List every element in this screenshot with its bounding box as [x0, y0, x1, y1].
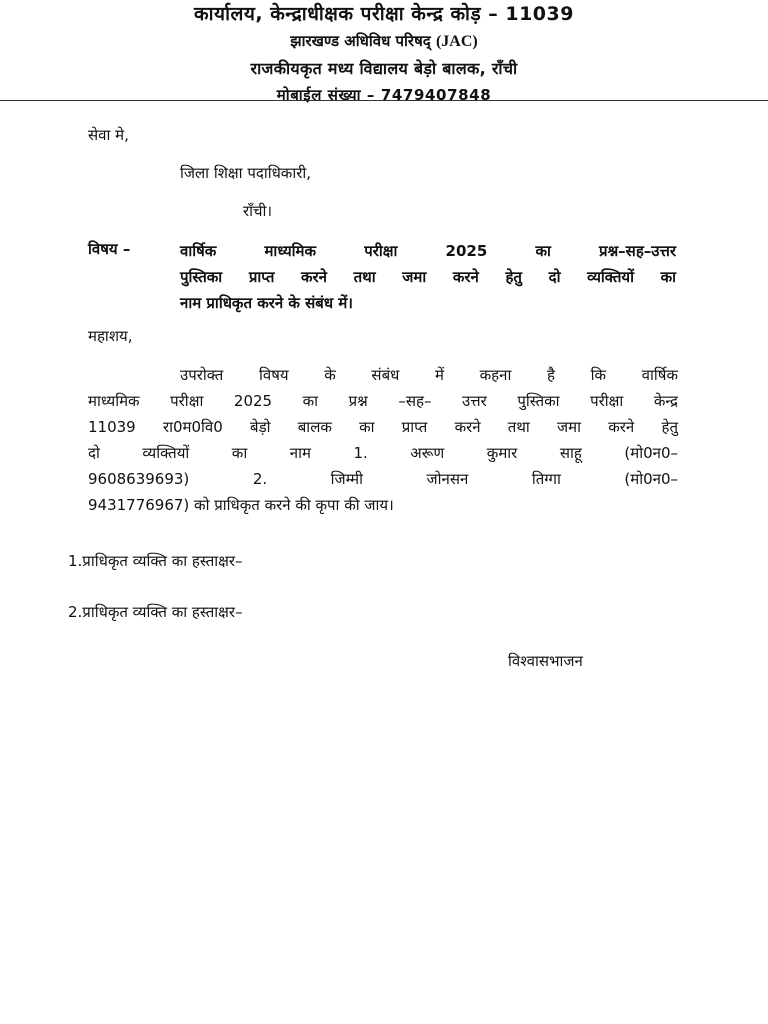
body-line: माध्यमिक परीक्षा 2025 का प्रश्न –सह– उत्तर पुस्तिका परीक्षा केन्द्र: [88, 392, 678, 410]
signature-line-2: 2.प्राधिकृत व्यक्ति का हस्ताक्षर–: [68, 603, 243, 621]
body-paragraph: [88, 362, 678, 518]
body-line: 9431776967) को प्राधिकृत करने की कृपा की जाय।: [88, 496, 394, 514]
recipient-designation: जिला शिक्षा पदाधिकारी,: [180, 164, 312, 182]
board-line: [0, 28, 768, 55]
subject-line: पुस्तिका प्राप्त करने तथा जमा करने हेतु दो व्यक्तियों का: [180, 268, 676, 286]
board-abbr: (JAC): [435, 33, 478, 50]
header-divider: [0, 100, 768, 101]
salutation-to: सेवा मे,: [88, 126, 129, 144]
subject-line: नाम प्राधिकृत करने के संबंध में।: [180, 294, 353, 312]
signature-line-1: 1.प्राधिकृत व्यक्ति का हस्ताक्षर–: [68, 552, 243, 570]
greeting: महाशय,: [88, 327, 133, 345]
board-name: झारखण्ड अधिविध परिषद्: [290, 32, 431, 50]
closing: विश्वासभाजन: [508, 652, 583, 670]
body-line: 9608639693) 2. जिम्मी जोनसन तिग्गा (मो0न0–: [88, 470, 678, 488]
school-line: राजकीयकृत मध्य विद्यालय बेड़ो बालक, राँची: [250, 59, 518, 78]
subject-text: [180, 238, 676, 316]
mobile-line: मोबाईल संख्या – 7479407848: [276, 86, 492, 104]
letterhead: [0, 0, 768, 108]
body-line: दो व्यक्तियों का नाम 1. अरूण कुमार साहू (मो0न0–: [88, 444, 678, 462]
office-line: कार्यालय, केन्द्राधीक्षक परीक्षा केन्द्र कोड़ – 11039: [194, 3, 574, 25]
subject-label: विषय –: [88, 240, 131, 258]
body-line: 11039 रा0म0वि0 बेड़ो बालक का प्राप्त करने तथा जमा करने हेतु: [88, 418, 678, 436]
subject-line: वार्षिक माध्यमिक परीक्षा 2025 का प्रश्न–सह–उत्तर: [180, 242, 676, 260]
body-line: उपरोक्त विषय के संबंध में कहना है कि वार्षिक: [180, 366, 678, 384]
recipient-place: राँची।: [243, 202, 273, 220]
